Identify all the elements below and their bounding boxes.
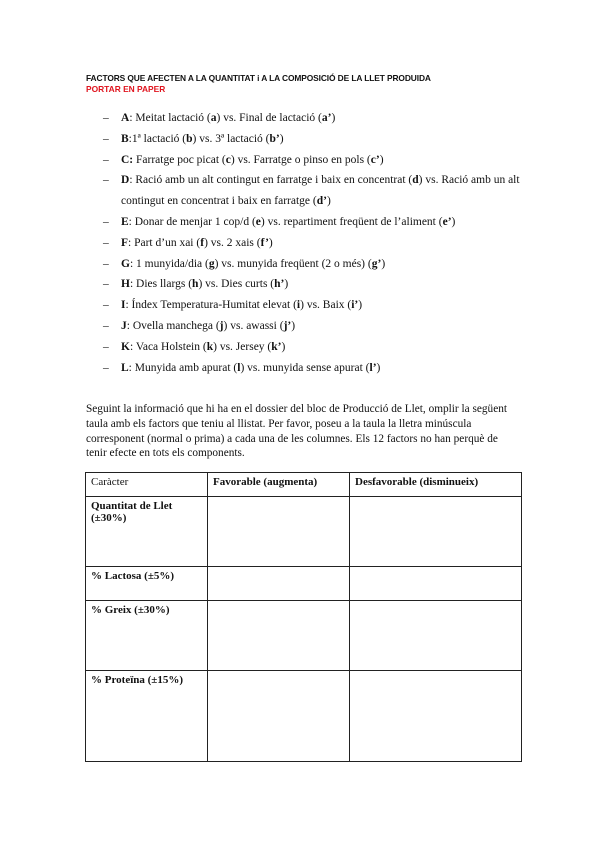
list-item [86, 358, 526, 379]
table-row [86, 497, 522, 567]
factor-text: G: 1 munyida/dia (g) vs. munyida freqüent (2 o més) (g’) [121, 257, 386, 270]
favorable-cell[interactable] [208, 497, 350, 567]
list-item [86, 274, 526, 295]
list-item [86, 233, 526, 254]
list-item [86, 108, 526, 129]
bullet-dash: – [103, 361, 109, 374]
table-row [86, 601, 522, 671]
header-favorable: Favorable (augmenta) [208, 473, 350, 497]
table-header-row [86, 473, 522, 497]
factor-text: A: Meitat lactació (a) vs. Final de lactació (a’) [121, 112, 336, 124]
bullet-dash: – [103, 299, 109, 312]
row-label: Quantitat de Llet (±30%) [86, 497, 208, 567]
favorable-cell[interactable] [208, 567, 350, 601]
bullet-dash: – [103, 340, 109, 353]
favorable-cell[interactable] [208, 601, 350, 671]
header-caracter: Caràcter [86, 473, 208, 497]
list-item [86, 150, 526, 171]
desfavorable-cell[interactable] [350, 671, 522, 762]
factor-text: L: Munyida amb apurat (l) vs. munyida sense apurat (l’) [121, 361, 381, 374]
list-item [86, 212, 526, 233]
document-subtitle: PORTAR EN PAPER [86, 84, 166, 94]
factor-text: E: Donar de menjar 1 cop/d (e) vs. repartiment freqüent de l’aliment (e’) [121, 215, 456, 228]
desfavorable-cell[interactable] [350, 567, 522, 601]
bullet-dash: – [103, 257, 109, 270]
instructions-paragraph: Seguint la informació que hi ha en el dossier del bloc de Producció de Llet, omplir la següent taula amb els factors que teniu al llistat. Per favor, poseu a la taula la lletra minúscula corresponent (normal o prima) a cada una de les columnes. Els 12 factors no han perquè de tenir efecte en tots els components. [86, 403, 508, 460]
bullet-dash: – [103, 174, 109, 187]
header-desfavorable: Desfavorable (disminueix) [350, 473, 522, 497]
factor-text: B:1ª lactació (b) vs. 3ª lactació (b’) [121, 132, 284, 145]
factor-text: J: Ovella manchega (j) vs. awassi (j’) [121, 319, 296, 332]
list-item [86, 295, 526, 316]
factor-text: D: Ració amb un alt contingut en farratge i baix en concentrat (d) vs. Ració amb un alt contingut en concentrat i baix en farratge (d’) [121, 174, 520, 208]
bullet-dash: – [103, 319, 109, 332]
favorable-cell[interactable] [208, 671, 350, 762]
list-item [86, 129, 526, 150]
row-label: % Proteïna (±15%) [86, 671, 208, 762]
row-label: % Lactosa (±5%) [86, 567, 208, 601]
document-title: FACTORS QUE AFECTEN A LA QUANTITAT i A LA COMPOSICIÓ DE LA LLET PRODUIDA [86, 73, 431, 83]
desfavorable-cell[interactable] [350, 601, 522, 671]
table-row [86, 671, 522, 762]
bullet-dash: – [103, 132, 109, 145]
factor-text: F: Part d’un xai (f) vs. 2 xais (f’) [121, 236, 273, 249]
bullet-dash: – [103, 112, 109, 124]
table-row [86, 567, 522, 601]
bullet-dash: – [103, 153, 109, 166]
list-item [86, 337, 526, 358]
factor-text: K: Vaca Holstein (k) vs. Jersey (k’) [121, 340, 286, 353]
factor-text: C: Farratge poc picat (c) vs. Farratge o pinso en pols (c’) [121, 153, 384, 166]
list-item [86, 170, 526, 212]
list-item [86, 254, 526, 275]
row-label: % Greix (±30%) [86, 601, 208, 671]
bullet-dash: – [103, 236, 109, 249]
factor-text: I: Índex Temperatura-Humitat elevat (i) vs. Baix (i’) [121, 299, 363, 312]
factor-list [86, 108, 526, 378]
factor-text: H: Dies llargs (h) vs. Dies curts (h’) [121, 278, 289, 291]
bullet-dash: – [103, 278, 109, 291]
answer-table [85, 472, 522, 762]
desfavorable-cell[interactable] [350, 497, 522, 567]
bullet-dash: – [103, 215, 109, 228]
list-item [86, 316, 526, 337]
